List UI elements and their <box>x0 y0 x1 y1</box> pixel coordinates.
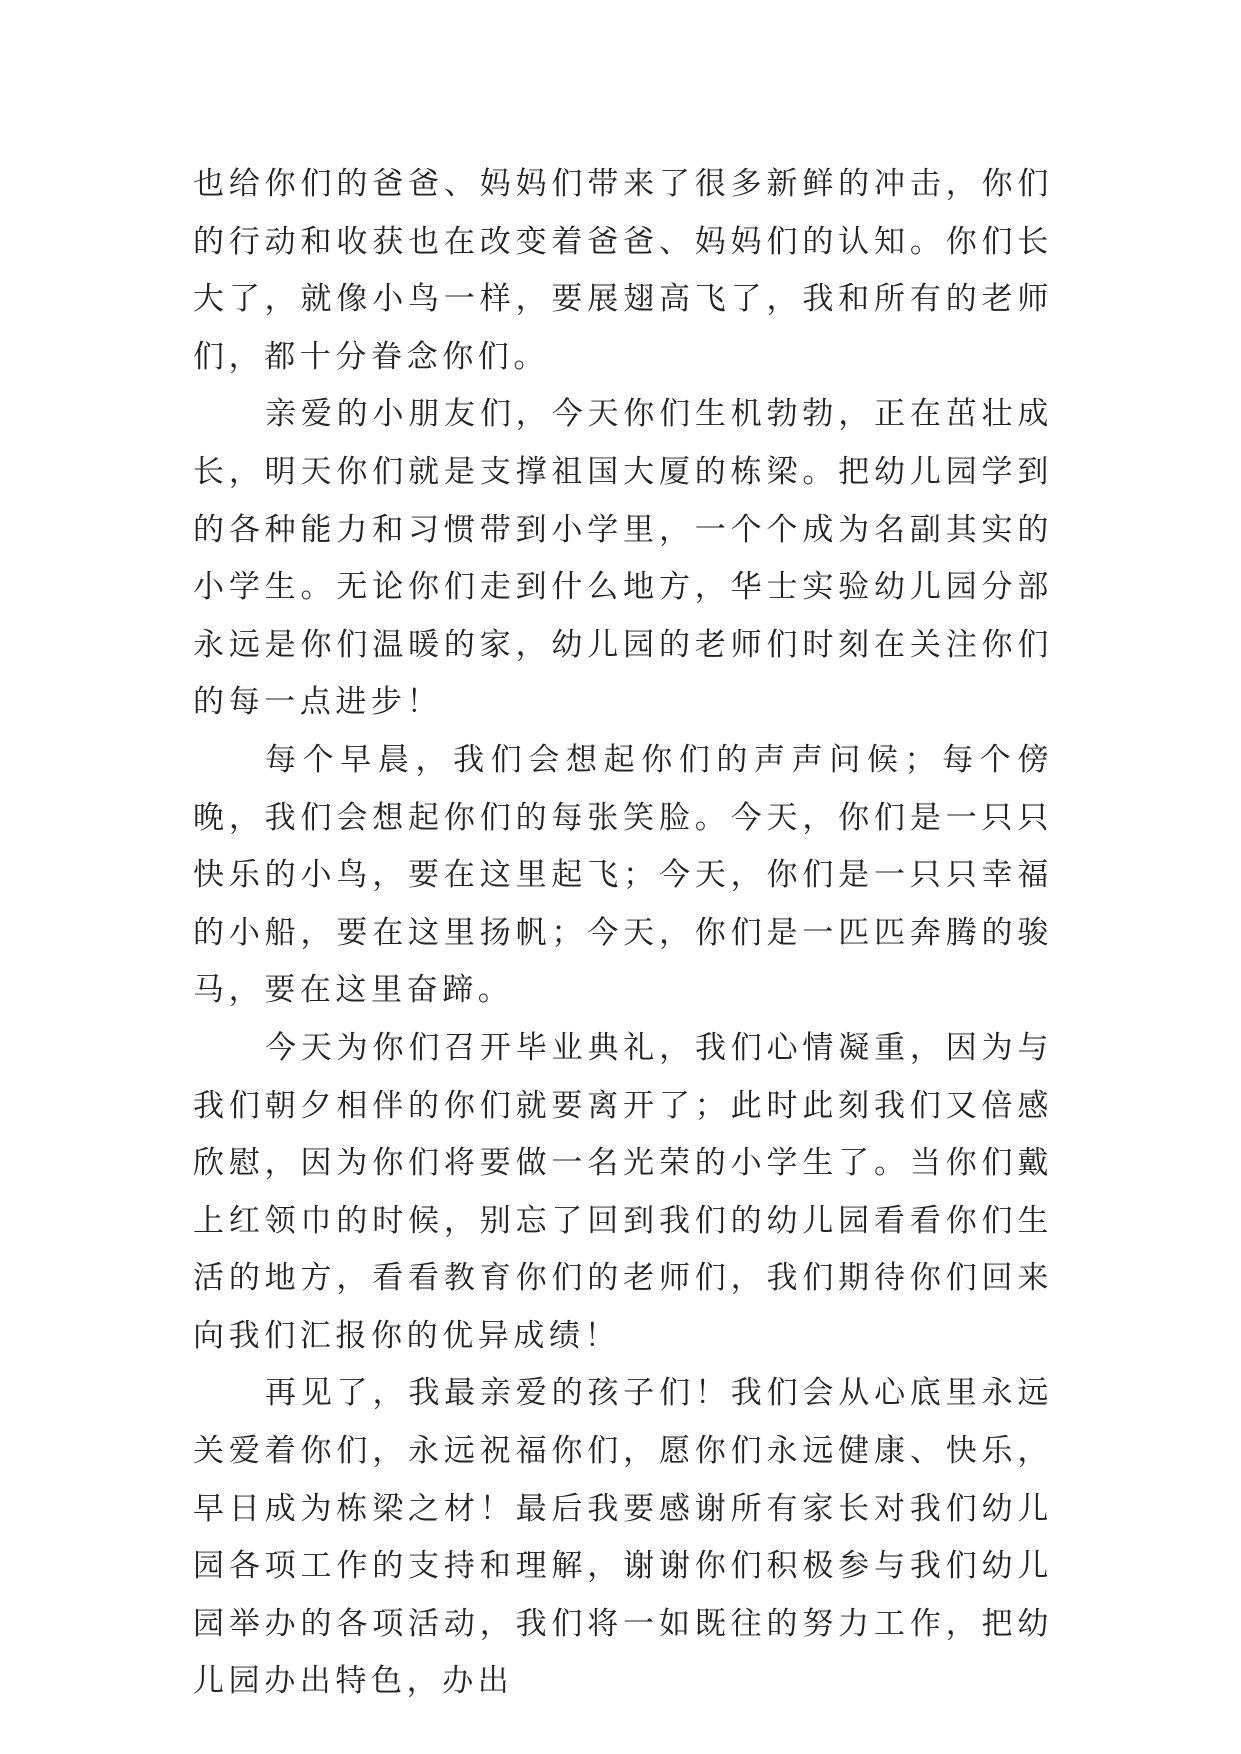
paragraph-2: 亲爱的小朋友们，今天你们生机勃勃，正在茁壮成长，明天你们就是支撑祖国大厦的栋梁。把幼儿园学到的各种能力和习惯带到小学里，一个个成为名副其实的小学生。无论你们走到什么地方，华士实验幼儿园分部永远是你们温暖的家，幼儿园的老师们时刻在关注你们的每一点进步！ <box>193 396 1053 721</box>
paragraph-4: 今天为你们召开毕业典礼，我们心情凝重，因为与我们朝夕相伴的你们就要离开了；此时此刻我们又倍感欣慰，因为你们将要做一名光荣的小学生了。当你们戴上红领巾的时候，别忘了回到我们的幼儿园看看你们生活的地方，看看教育你们的老师们，我们期待你们回来向我们汇报你的优异成绩！ <box>193 1029 1053 1354</box>
paragraph-3: 每个早晨，我们会想起你们的声声问候；每个傍晚，我们会想起你们的每张笑脸。今天，你们是一只只快乐的小鸟，要在这里起飞；今天，你们是一只只幸福的小船，要在这里扬帆；今天，你们是一匹匹奔腾的骏马，要在这里奋蹄。 <box>193 741 1053 1009</box>
document-body <box>193 156 1053 1711</box>
paragraph-5: 再见了，我最亲爱的孩子们！我们会从心底里永远关爱着你们，永远祝福你们，愿你们永远健康、快乐，早日成为栋梁之材！最后我要感谢所有家长对我们幼儿园各项工作的支持和理解，谢谢你们积极参与我们幼儿园举办的各项活动，我们将一如既往的努力工作，把幼儿园办出特色，办出 <box>193 1375 1053 1700</box>
paragraph-1: 也给你们的爸爸、妈妈们带来了很多新鲜的冲击，你们的行动和收获也在改变着爸爸、妈妈们的认知。你们长大了，就像小鸟一样，要展翅高飞了，我和所有的老师们，都十分眷念你们。 <box>193 166 1053 375</box>
